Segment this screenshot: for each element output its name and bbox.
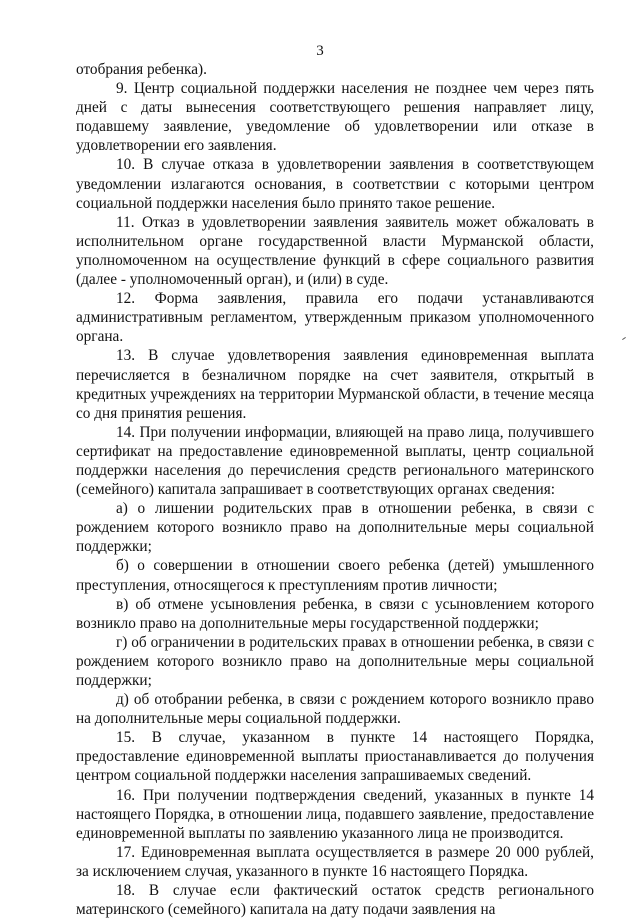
paragraph-10: 10. В случае отказа в удовлетворении заявления в соответствующем уведомлении излагаются основания, в соответствии с которыми центром социальной поддержки населения было принято такое решение. <box>76 156 594 212</box>
paragraph-15: 15. В случае, указанном в пункте 14 настоящего Порядка, предоставление единовременной выплаты приостанавливается до получения центром социальной поддержки населения запрашиваемых сведений. <box>76 729 594 785</box>
paragraph-17: 17. Единовременная выплата осуществляется в размере 20 000 рублей, за исключением случая, указанного в пункте 16 настоящего Порядка. <box>76 843 594 880</box>
paragraph-16: 16. При получении подтверждения сведений, указанных в пункте 14 настоящего Порядка, в отношении лица, подавшего заявление, предоставление единовременной выплаты по заявлению указанного лица не производится. <box>76 786 594 842</box>
paragraph-14-v: в) об отмене усыновления ребенка, в связи с усыновлением которого возникло право на дополнительные меры государственной поддержки; <box>76 595 594 632</box>
page-number: 3 <box>316 43 324 59</box>
paragraph-14-b: б) о совершении в отношении своего ребенка (детей) умышленного преступления, относящегося к преступлениям против личности; <box>76 557 594 594</box>
paragraph-14-g: г) об ограничении в родительских правах в отношении ребенка, в связи с рождением которого возникло право на дополнительные меры социальной поддержки; <box>76 633 594 689</box>
paragraph-14: 14. При получении информации, влияющей на право лица, получившего сертификат на предоставление единовременной выплаты, центр социальной поддержки населения до перечисления средств регионального материнского (семейного) капитала запрашивает в соответствующих органах сведения: <box>76 423 594 499</box>
paragraph-9: 9. Центр социальной поддержки населения не позднее чем через пять дней с даты вынесения соответствующего решения направляет лицу, подавшему заявление, уведомление об удовлетворении или отказе в удовлетворении его заявления. <box>76 80 594 155</box>
paragraph-18: 18. В случае если фактический остаток средств регионального материнского (семейного) капитала на дату подачи заявления на <box>76 882 594 919</box>
paragraph-13: 13. В случае удовлетворения заявления единовременная выплата перечисляется в безналичном порядке на счет заявителя, открытый в кредитных учреждениях на территории Мурманской области, в течение месяца со дня принятия решения. <box>76 347 594 422</box>
paragraph-11: 11. Отказ в удовлетворении заявления заявитель может обжаловать в исполнительном органе государственной власти Мурманской области, уполномоченном на осуществление функций в сфере социального развития (далее - уполномоченный орган), и (или) в суде. <box>76 213 594 289</box>
document-body <box>76 60 594 919</box>
paragraph-14-a: а) о лишении родительских прав в отношении ребенка, в связи с рождением которого возникло право на дополнительные меры социальной поддержки; <box>76 500 594 556</box>
paragraph-continuation: отобрания ребенка). <box>76 61 207 78</box>
paragraph-14-d: д) об отобрании ребенка, в связи с рождением которого возникло право на дополнительные меры социальной поддержки. <box>76 691 594 728</box>
scan-mark <box>622 337 626 340</box>
paragraph-12: 12. Форма заявления, правила его подачи устанавливаются административным регламентом, утвержденным приказом уполномоченного органа. <box>76 290 594 346</box>
